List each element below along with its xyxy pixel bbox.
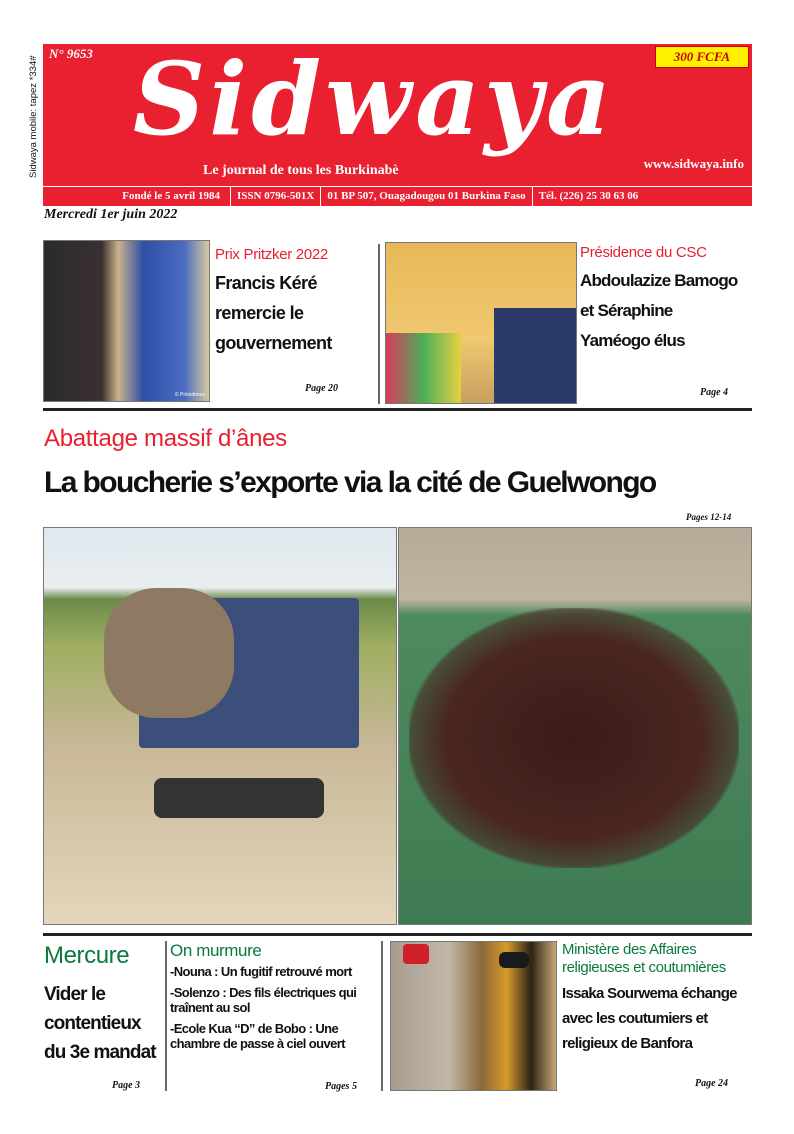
address: 01 BP 507, Ouagadougou 01 Burkina Faso [320,187,531,206]
column-title: Mercure [44,942,130,969]
headline-line: gouvernement [215,333,332,353]
donkeys-truck-photo [43,527,397,925]
page-ref: Pages 5 [325,1081,357,1092]
brief-item: -Solenzo : Des fils électriques qui traînent au sol [170,985,357,1015]
lead-kicker: Abattage massif d’ânes [44,425,287,452]
headline-line: contentieux [44,1013,141,1034]
lead-headline[interactable]: La boucherie s’exporte via la cité de Guelwongo [44,466,656,499]
page-ref: Page 3 [112,1080,141,1091]
tagline: Le journal de tous les Burkinabè [203,163,399,178]
website-link[interactable]: www.sidwaya.info [643,156,744,171]
masthead [43,40,752,186]
issue-date: Mercredi 1er juin 2022 [44,207,178,222]
story-csc[interactable] [580,244,752,351]
headline-line: Abdoulazize Bamogo [580,271,738,290]
kicker: Présidence du CSC [580,244,707,261]
page-ref: Page 20 [305,383,339,394]
story-ministere[interactable] [562,941,752,1053]
column-title: On murmure [170,941,262,960]
kicker: religieuses et coutumières [562,959,726,976]
newspaper-logo: Sidwaya [133,40,615,158]
mercure-column[interactable] [44,942,164,1064]
story-pritzker[interactable] [215,246,375,354]
page-ref: Page 4 [700,387,729,398]
meat-pile-photo [398,527,752,925]
price-badge: 300 FCFA [655,46,749,68]
sourwema-photo [390,941,557,1091]
csc-photo [385,242,577,404]
kicker: Prix Pritzker 2022 [215,246,328,263]
info-strip [43,187,752,206]
headline-line: religieux de Banfora [562,1035,693,1052]
photo-credit: © Présidence [174,392,205,398]
page-ref: Pages 12-14 [686,512,732,522]
phone: Tél. (226) 25 30 63 06 [532,187,645,206]
issn: ISSN 0796-501X [230,187,320,206]
headline-line: Vider le [44,984,106,1005]
sms-promo: Sidwaya mobile: tapez *334# [28,55,39,179]
headline-line: du 3e mandat [44,1042,156,1063]
headline-line: Issaka Sourwema échange [562,985,737,1002]
kere-photo [43,240,210,402]
issue-number: N° 9653 [49,46,93,61]
headline-line: Yaméogo élus [580,331,685,350]
headline-line: remercie le [215,303,304,323]
founded: Fondé le 5 avril 1984 [122,190,220,202]
brief-item: -Ecole Kua “D” de Bobo : Une chambre de passe à ciel ouvert [170,1021,345,1051]
murmure-column[interactable] [170,941,378,1051]
headline-line: Francis Kéré [215,273,317,293]
headline-line: avec les coutumiers et [562,1010,708,1027]
brief-item: -Nouna : Un fugitif retrouvé mort [170,964,352,979]
page-ref: Page 24 [695,1078,729,1089]
headline-line: et Séraphine [580,301,673,320]
kicker: Ministère des Affaires [562,941,697,958]
